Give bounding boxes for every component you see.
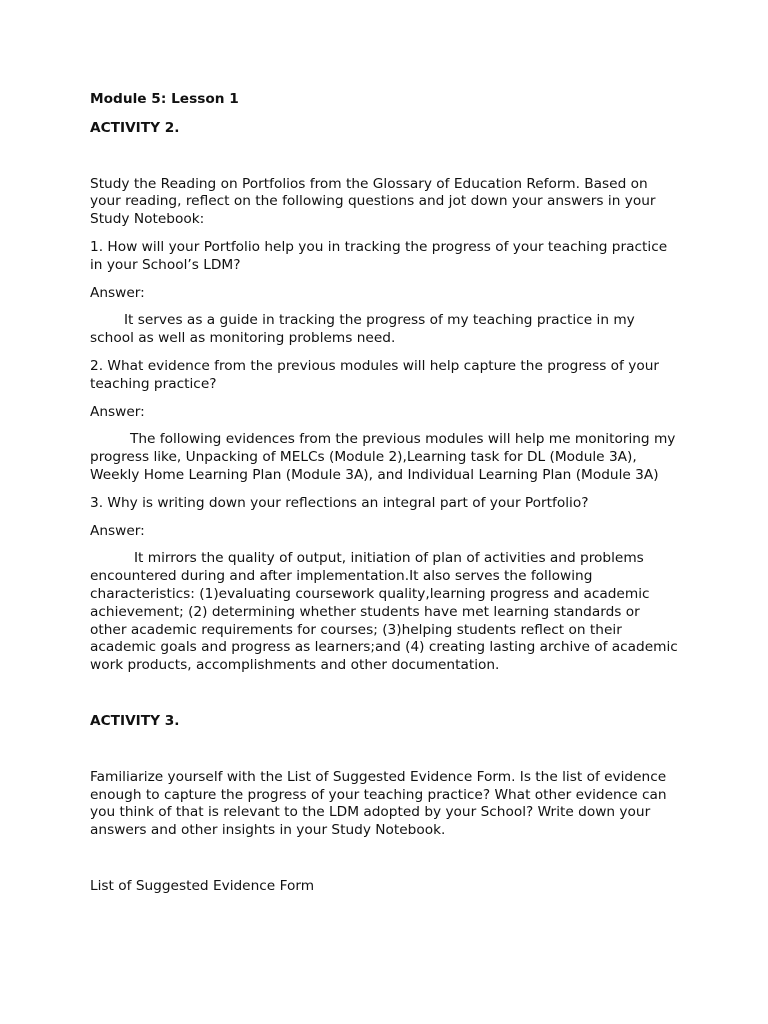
answer-3-label: Answer: xyxy=(90,522,145,539)
activity-3-instructions: Familiarize yourself with the List of Suggested Evidence Form. Is the list of evidence enough to capture the progress of your teaching practice? What other evidence can you think of that is relevant to the LDM adopted by your School? Write down your answers and other insights in your Study Notebook. xyxy=(90,768,671,839)
activity-2-instructions: Study the Reading on Portfolios from the Glossary of Education Reform. Based on your reading, reflect on the following questions and jot down your answers in your Study Notebook: xyxy=(90,175,660,228)
module-title: Module 5: Lesson 1 xyxy=(90,91,239,107)
question-1: 1. How will your Portfolio help you in tracking the progress of your teaching practice in your School’s LDM? xyxy=(90,238,672,273)
evidence-form-title: List of Suggested Evidence Form xyxy=(90,877,315,894)
question-3: 3. Why is writing down your reflections an integral part of your Portfolio? xyxy=(90,494,589,511)
activity-2-heading: ACTIVITY 2. xyxy=(90,119,180,136)
answer-1-label: Answer: xyxy=(90,284,145,301)
answer-3-text: It mirrors the quality of output, initiation of plan of activities and problems encountered during and after implementation.It also serves the following characteristics: (1)evaluating coursework quality,learning progress and academic achievement; (2) determining whether students have met learning standards or other academic requirements for courses; (3)helping students reflect on their academic goals and progress as learners;and (4) creating lasting archive of academic work products, accomplishments and other documentation. xyxy=(90,550,683,674)
answer-1-text: It serves as a guide in tracking the progress of my teaching practice in my school as well as monitoring problems need. xyxy=(90,312,640,347)
answer-2-label: Answer: xyxy=(90,403,145,420)
answer-2-text: The following evidences from the previous modules will help me monitoring my progress like, Unpacking of MELCs (Module 2),Learning task for DL (Module 3A), Weekly Home Learning Plan (Module 3A), and Individual Learning Plan (Module 3A) xyxy=(90,431,680,483)
activity-3-heading: ACTIVITY 3. xyxy=(90,712,180,729)
document-page xyxy=(90,91,683,896)
question-2: 2. What evidence from the previous modules will help capture the progress of your teaching practice? xyxy=(90,357,664,392)
